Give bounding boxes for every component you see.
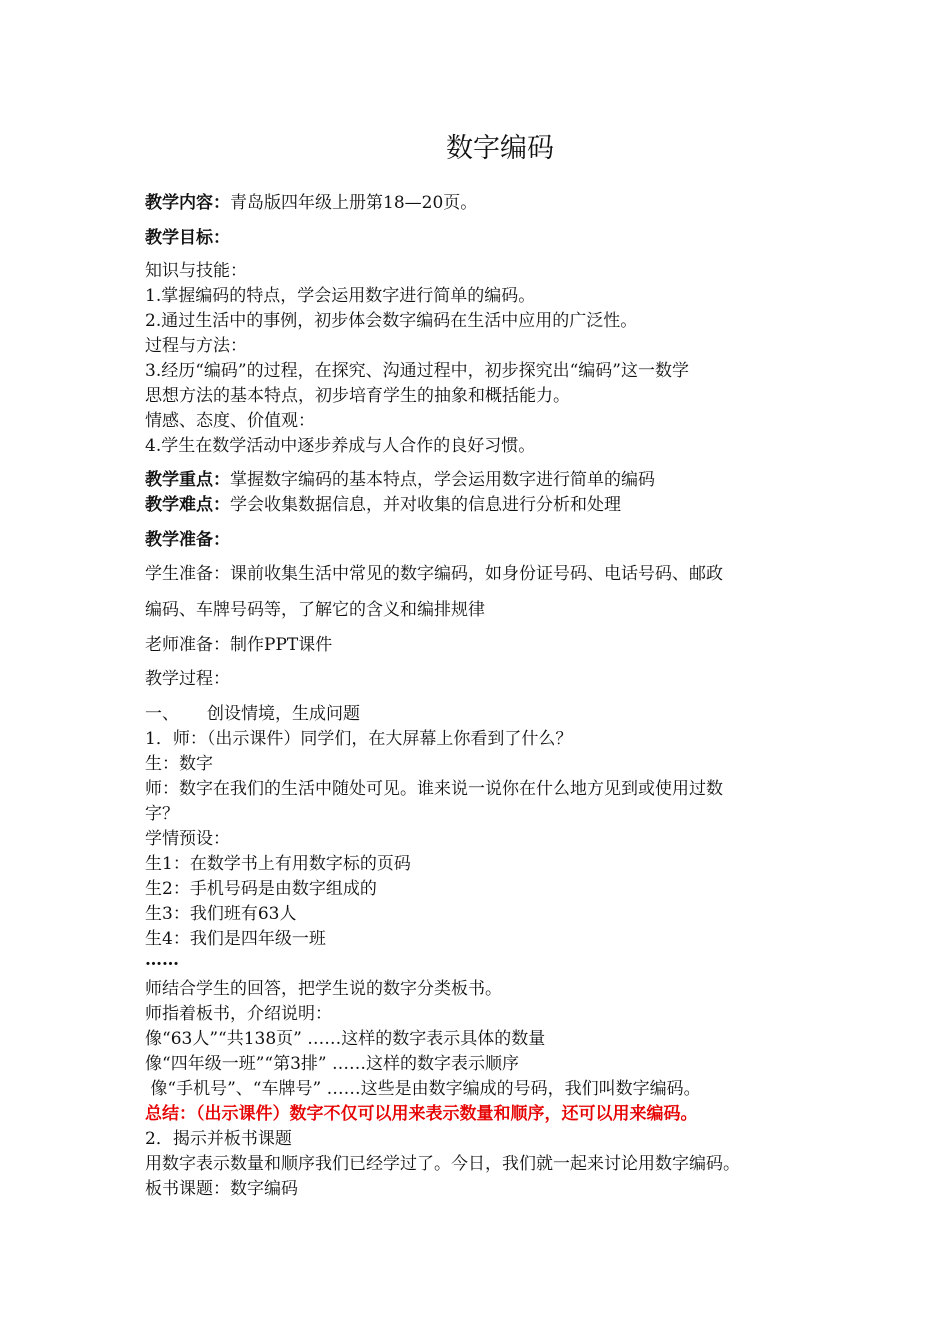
paragraph-3-line-1: 师：数字在我们的生活中随处可见。谁来说一说你在什么地方见到或使用过数 bbox=[145, 779, 723, 799]
student-prep-line-2: 编码、车牌号码等，了解它的含义和编排规律 bbox=[145, 600, 485, 620]
paragraph-15: 2．揭示并板书课题 bbox=[145, 1129, 292, 1149]
teaching-process-label: 教学过程： bbox=[145, 669, 230, 689]
teaching-goals-label: 教学目标： bbox=[145, 228, 230, 248]
goal-4: 4.学生在数学活动中逐步养成与人合作的良好习惯。 bbox=[145, 436, 536, 456]
student-prep-line-1: 学生准备：课前收集生活中常见的数字编码，如身份证号码、电话号码、邮政 bbox=[145, 564, 723, 584]
section-1-number: 一、 bbox=[145, 704, 179, 724]
section-1-heading bbox=[145, 706, 360, 723]
paragraph-10: 师结合学生的回答，把学生说的数字分类板书。 bbox=[145, 979, 502, 999]
paragraph-17: 板书课题：数字编码 bbox=[145, 1179, 298, 1199]
process-heading: 过程与方法： bbox=[145, 336, 247, 356]
difficulty-text: 学会收集数据信息，并对收集的信息进行分析和处理 bbox=[230, 495, 621, 515]
paragraph-13: 像“四年级一班”“第3排” ……这样的数字表示顺序 bbox=[145, 1054, 519, 1074]
ellipsis-line: …… bbox=[145, 950, 179, 970]
paragraph-4: 学情预设： bbox=[145, 829, 230, 849]
paragraph-11: 师指着板书，介绍说明： bbox=[145, 1004, 332, 1024]
section-1-title: 创设情境，生成问题 bbox=[207, 704, 360, 724]
paragraph-7: 生3：我们班有63人 bbox=[145, 904, 297, 924]
goal-2: 2.通过生活中的事例，初步体会数字编码在生活中应用的广泛性。 bbox=[145, 311, 638, 331]
paragraph-6: 生2：手机号码是由数字组成的 bbox=[145, 879, 377, 899]
goal-3-line-1: 3.经历“编码”的过程，在探究、沟通过程中，初步探究出“编码”这一数学 bbox=[145, 361, 689, 381]
teaching-content-label: 教学内容： bbox=[145, 193, 230, 213]
paragraph-16: 用数字表示数量和顺序我们已经学过了。今日，我们就一起来讨论用数字编码。 bbox=[145, 1154, 740, 1174]
paragraph-8: 生4：我们是四年级一班 bbox=[145, 929, 326, 949]
key-point-text: 掌握数字编码的基本特点，学会运用数字进行简单的编码 bbox=[230, 470, 655, 490]
teaching-content-line bbox=[145, 195, 477, 212]
key-point-label: 教学重点： bbox=[145, 470, 230, 490]
page-title: 数字编码 bbox=[446, 133, 554, 164]
goal-1: 1.掌握编码的特点，学会运用数字进行简单的编码。 bbox=[145, 286, 536, 306]
paragraph-1: 1．师：（出示课件）同学们，在大屏幕上你看到了什么？ bbox=[145, 729, 573, 749]
paragraph-2: 生：数字 bbox=[145, 754, 213, 774]
difficulty-label: 教学难点： bbox=[145, 495, 230, 515]
paragraph-14: 像“手机号”、“车牌号” ……这些是由数字编成的号码，我们叫数字编码。 bbox=[145, 1079, 701, 1099]
preparation-label: 教学准备： bbox=[145, 530, 230, 550]
knowledge-heading: 知识与技能： bbox=[145, 261, 247, 281]
goal-3-line-2: 思想方法的基本特点，初步培育学生的抽象和概括能力。 bbox=[145, 386, 570, 406]
paragraph-5: 生1：在数学书上有用数字标的页码 bbox=[145, 854, 411, 874]
paragraph-3-line-2: 字？ bbox=[145, 804, 179, 824]
key-point-line bbox=[145, 472, 655, 489]
difficulty-line bbox=[145, 497, 621, 514]
emotion-heading: 情感、态度、价值观： bbox=[145, 411, 315, 431]
summary-line: 总结：（出示课件）数字不仅可以用来表示数量和顺序，还可以用来编码。 bbox=[145, 1104, 698, 1124]
teaching-content-text: 青岛版四年级上册第18—20页。 bbox=[230, 193, 478, 213]
paragraph-12: 像“63人”“共138页” ……这样的数字表示具体的数量 bbox=[145, 1029, 546, 1049]
teacher-prep: 老师准备：制作PPT课件 bbox=[145, 635, 333, 655]
